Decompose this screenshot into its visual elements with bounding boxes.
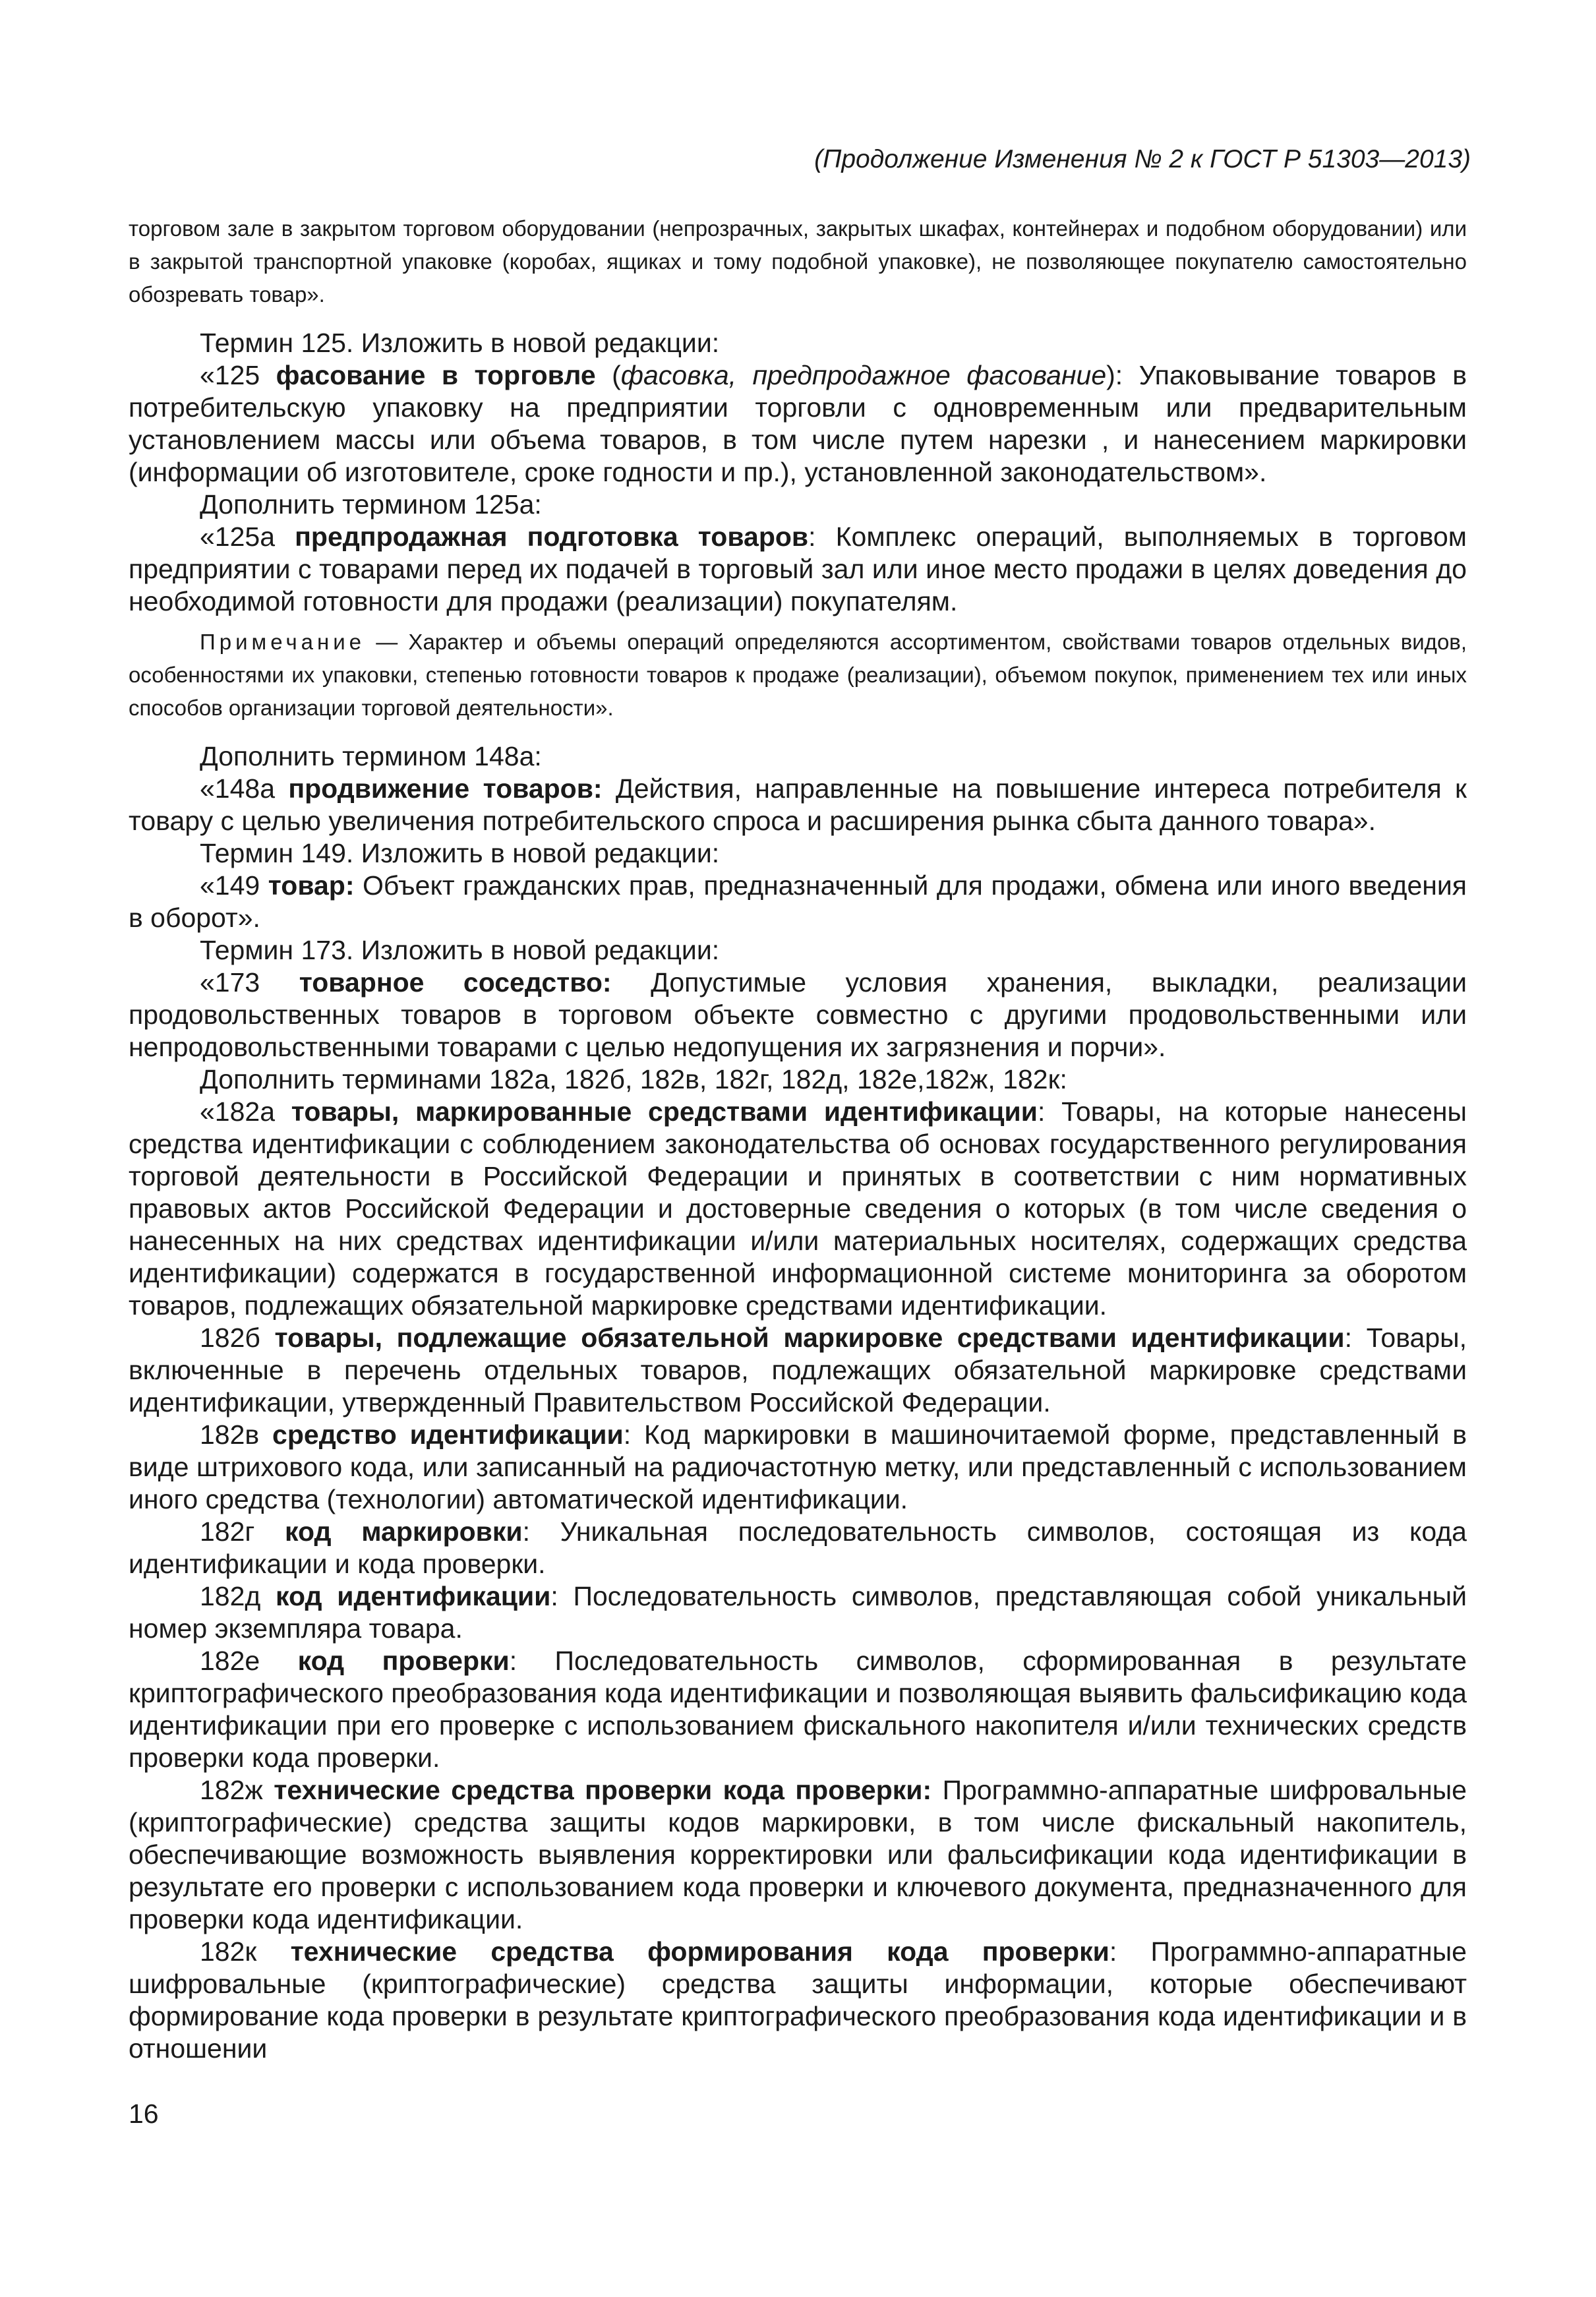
instruction-term-125: Термин 125. Изложить в новой редакции: <box>200 328 720 358</box>
running-header: (Продолжение Изменения № 2 к ГОСТ Р 51303—2013) <box>814 145 1471 173</box>
definition-148a: «148а продвижение товаров: Действия, направленные на повышение интереса потребителя к товару с целью увеличения потребительского спроса и расширения рынка сбыта данного товара». <box>129 773 1467 836</box>
term-name: технические средства проверки кода проверки: <box>274 1775 932 1805</box>
instruction-terms-182: Дополнить терминами 182а, 182б, 182в, 182г, 182д, 182е,182ж, 182к: <box>200 1064 1067 1094</box>
definition-182b: 182б товары, подлежащие обязательной маркировке средствами идентификации: Товары, включенные в перечень отдельных товаров, подлежащих обязательной маркировке средствами идентификации, утвержденный Правительством Российской Федерации. <box>129 1323 1467 1417</box>
definition-149: «149 товар: Объект гражданских прав, предназначенный для продажи, обмена или иного введения в оборот». <box>129 870 1467 933</box>
term-name: код проверки <box>297 1646 510 1676</box>
term-name: средство идентификации <box>272 1419 624 1450</box>
definition-125a: «125а предпродажная подготовка товаров: Комплекс операций, выполняемых в торговом предприятии с товарами перед их подачей в торговый зал или иное место продажи в целях доведения до необходимой готовности для продажи (реализации) покупателям. <box>129 522 1467 616</box>
page-number: 16 <box>129 2099 159 2129</box>
term-name: код маркировки <box>285 1516 523 1547</box>
definition-182g: 182г код маркировки: Уникальная последовательность символов, состоящая из кода идентификации и кода проверки. <box>129 1516 1467 1579</box>
instruction-term-149: Термин 149. Изложить в новой редакции: <box>200 838 720 868</box>
term-name: код идентификации <box>276 1581 551 1611</box>
term-name: товары, подлежащие обязательной маркировке средствами идентификации <box>274 1323 1345 1353</box>
term-name: товарное соседство: <box>299 967 612 998</box>
note-label: Примечание <box>200 630 366 654</box>
definition-182d: 182д код идентификации: Последовательность символов, представляющая собой уникальный номер экземпляра товара. <box>129 1581 1467 1644</box>
page-body <box>129 212 1467 2065</box>
definition-173: «173 товарное соседство: Допустимые условия хранения, выкладки, реализации продовольственных товаров в торговом объекте совместно с другими продовольственными или непродовольственными товарами с целью недопущения их загрязнения и порчи». <box>129 967 1467 1062</box>
instruction-term-148a: Дополнить термином 148а: <box>200 741 542 771</box>
instruction-term-125a: Дополнить термином 125а: <box>200 489 542 520</box>
term-name: технические средства формирования кода проверки <box>290 1936 1109 1967</box>
definition-182v: 182в средство идентификации: Код маркировки в машиночитаемой форме, представленный в виде штрихового кода, или записанный на радиочастотную метку, или представленный с использованием иного средства (технологии) автоматической идентификации. <box>129 1419 1467 1514</box>
instruction-term-173: Термин 173. Изложить в новой редакции: <box>200 935 720 965</box>
term-name: продвижение товаров: <box>288 773 603 804</box>
definition-182k: 182к технические средства формирования кода проверки: Программно-аппаратные шифровальные (криптографические) средства защиты информации, которые обеспечивают формирование кода проверки в результате криптографического преобразования кода идентификации и в отношении <box>129 1936 1467 2064</box>
definition-182a: «182а товары, маркированные средствами идентификации: Товары, на которые нанесены средства идентификации с соблюдением законодательства об основах государственного регулирования торговой деятельности в Российской Федерации и принятых в соответствии с ним нормативных правовых актов Российской Федерации и достоверные сведения о которых (в том числе сведения о нанесенных на них средствах идентификации и/или материальных носителях, содержащих средства идентификации) содержатся в государственной информационной системе мониторинга за оборотом товаров, подлежащих обязательной маркировке средствами идентификации. <box>129 1096 1467 1321</box>
definition-182zh: 182ж технические средства проверки кода проверки: Программно-аппаратные шифровальные (криптографические) средства защиты кодов маркировки, в том числе фискальный накопитель, обеспечивающие возможность выявления корректировки или фальсификации кода идентификации в результате его проверки с использованием кода проверки и ключевого документа, предназначенного для проверки кода идентификации. <box>129 1775 1467 1934</box>
definition-125: «125 фасование в торговле (фасовка, предпродажное фасование): Упаковывание товаров в потребительскую упаковку на предприятии торговли с одновременным или предварительным установлением массы или объема товаров, в том числе путем нарезки , и нанесением маркировки (информации об изготовителе, сроке годности и пр.), установленной законодательством». <box>129 360 1467 487</box>
term-name: товары, маркированные средствами идентификации <box>291 1096 1038 1127</box>
term-name: товар: <box>268 870 355 901</box>
note-125a: Примечание — Характер и объемы операций определяются ассортиментом, свойствами товаров отдельных видов, особенностями их упаковки, степенью готовности товаров к продаже (реализации), объемом покупок, применением тех или иных способов организации торговой деятельности». <box>129 630 1467 720</box>
definition-182e: 182е код проверки: Последовательность символов, сформированная в результате криптографического преобразования кода идентификации и позволяющая выявить фальсификацию кода идентификации при его проверке с использованием фискального накопителя и/или технических средств проверки кода проверки. <box>129 1646 1467 1773</box>
paragraph-continuation: торговом зале в закрытом торговом оборудовании (непрозрачных, закрытых шкафах, контейнерах и подобном оборудовании) или в закрытой транспортной упаковке (коробах, ящиках и тому подобной упаковке), не позволяющее покупателю самостоятельно обозревать товар». <box>129 216 1467 307</box>
term-name: фасование в торговле <box>276 360 596 390</box>
term-name: предпродажная подготовка товаров <box>295 522 809 552</box>
term-synonyms: фасовка, предпродажное фасование <box>620 360 1107 390</box>
